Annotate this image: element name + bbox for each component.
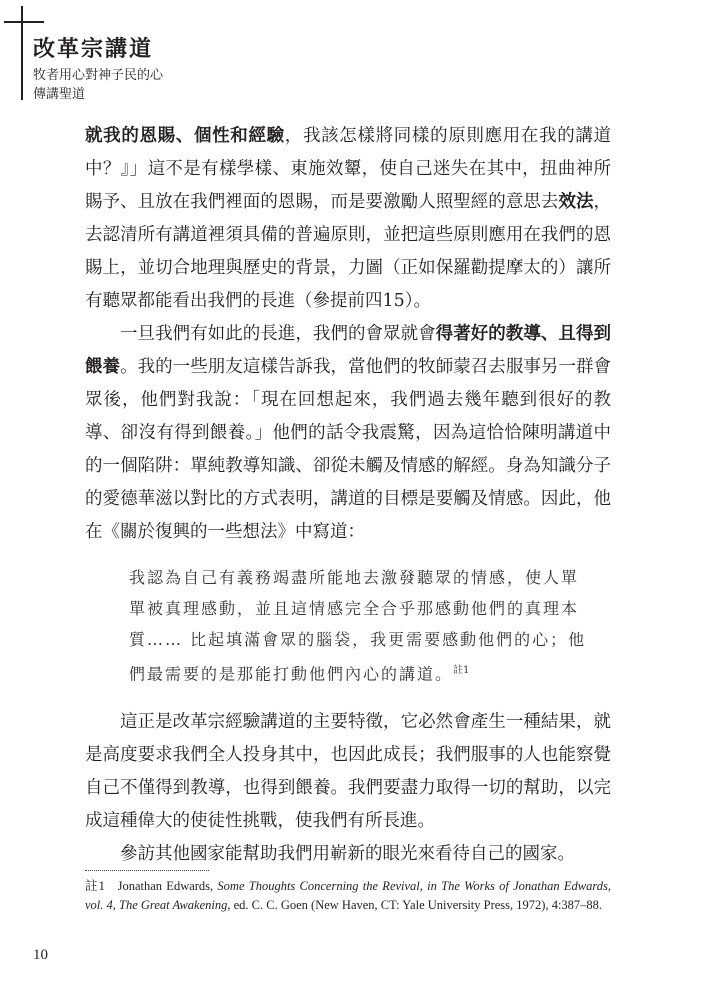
subtitle-line-2: 傳講聖道 xyxy=(33,87,86,102)
bold-phrase: 得著好的教導、且得到餵養 xyxy=(85,324,612,377)
paragraph-3: 這正是改革宗經驗講道的主要特徵，它必然會產生一種結果，就是高度要求我們全人投身其中，也因此成長；我們服事的人也能察覺自己不僅得到教導，也得到餵養。我們要盡力取得一切的幫助，以完成這種偉大的使徒性挑戰，使我們有所長進。 xyxy=(85,712,611,832)
footnote-label: 註1 xyxy=(85,879,105,893)
paragraph-1 xyxy=(85,120,611,318)
block-quote xyxy=(129,562,589,689)
paragraph-2 xyxy=(85,318,611,549)
quote-text: 我認為自己有義務竭盡所能地去激發聽眾的情感，使人單單被真理感動，並且這情感完全合乎那感動他們的真理本質…… 比起填滿會眾的腦袋，我更需要感動他們的心；他們最需要的是那能打動他們內心的講道。 xyxy=(129,568,587,684)
bold-phrase: 就我的恩賜、個性和經驗 xyxy=(85,126,285,146)
series-title: 改革宗講道 xyxy=(33,37,154,62)
text-run: ，去認清所有講道裡須具備的普遍原則，並把這些原則應用在我們的恩賜上，並切合地理與歷史的背景，力圖（正如保羅勸提摩太的）讓所有聽眾都能看出我們的長進（參提前四15）。 xyxy=(85,192,612,311)
cross-horizontal-ornament xyxy=(4,21,44,23)
main-text xyxy=(85,120,611,871)
series-subtitle xyxy=(33,66,233,104)
footnote-publication: , ed. C. C. Goen (New Haven, CT: Yale University Press, 1972), 4:387–88. xyxy=(227,898,603,912)
paragraph-4: 參訪其他國家能幫助我們用嶄新的眼光來看待自己的國家。 xyxy=(120,844,575,865)
footnote-divider xyxy=(85,870,209,871)
bold-phrase: 效法 xyxy=(558,192,594,212)
page-number: 10 xyxy=(33,947,48,963)
text-run: 一旦我們有如此的長進，我們的會眾就會 xyxy=(120,324,436,344)
footnote xyxy=(85,877,611,915)
footnote-author: Jonathan Edwards, xyxy=(117,879,218,893)
text-run: 。我的一些朋友這樣告訴我，當他們的牧師蒙召去服事另一群會眾後，他們對我說：「現在回想起來，我們過去幾年聽到很好的教導、卻沒有得到餵養。」他們的話令我震驚，因為這恰恰陳明講道中的一個陷阱：單純教導知識、卻從未觸及情感的解經。身為知識分子的愛德華滋以對比的方式表明，講道的目標是要觸及情感。因此，他在《關於復興的一些想法》中寫道： xyxy=(85,357,612,542)
footnote-ref: 註1 xyxy=(453,665,470,676)
subtitle-line-1: 牧者用心對神子民的心 xyxy=(33,68,164,83)
text-run: ，我該怎樣將同樣的原則應用在我的講道中？』」這不是有樣學樣、東施效顰，使自己迷失在其中，扭曲神所賜予、且放在我們裡面的恩賜，而是要激勵人照聖經的意思去 xyxy=(85,126,612,212)
footnote-title: Some Thoughts Concerning the Revival, in The Works of Jonathan Edwards, vol. 4, The Great Awakening xyxy=(85,879,612,912)
